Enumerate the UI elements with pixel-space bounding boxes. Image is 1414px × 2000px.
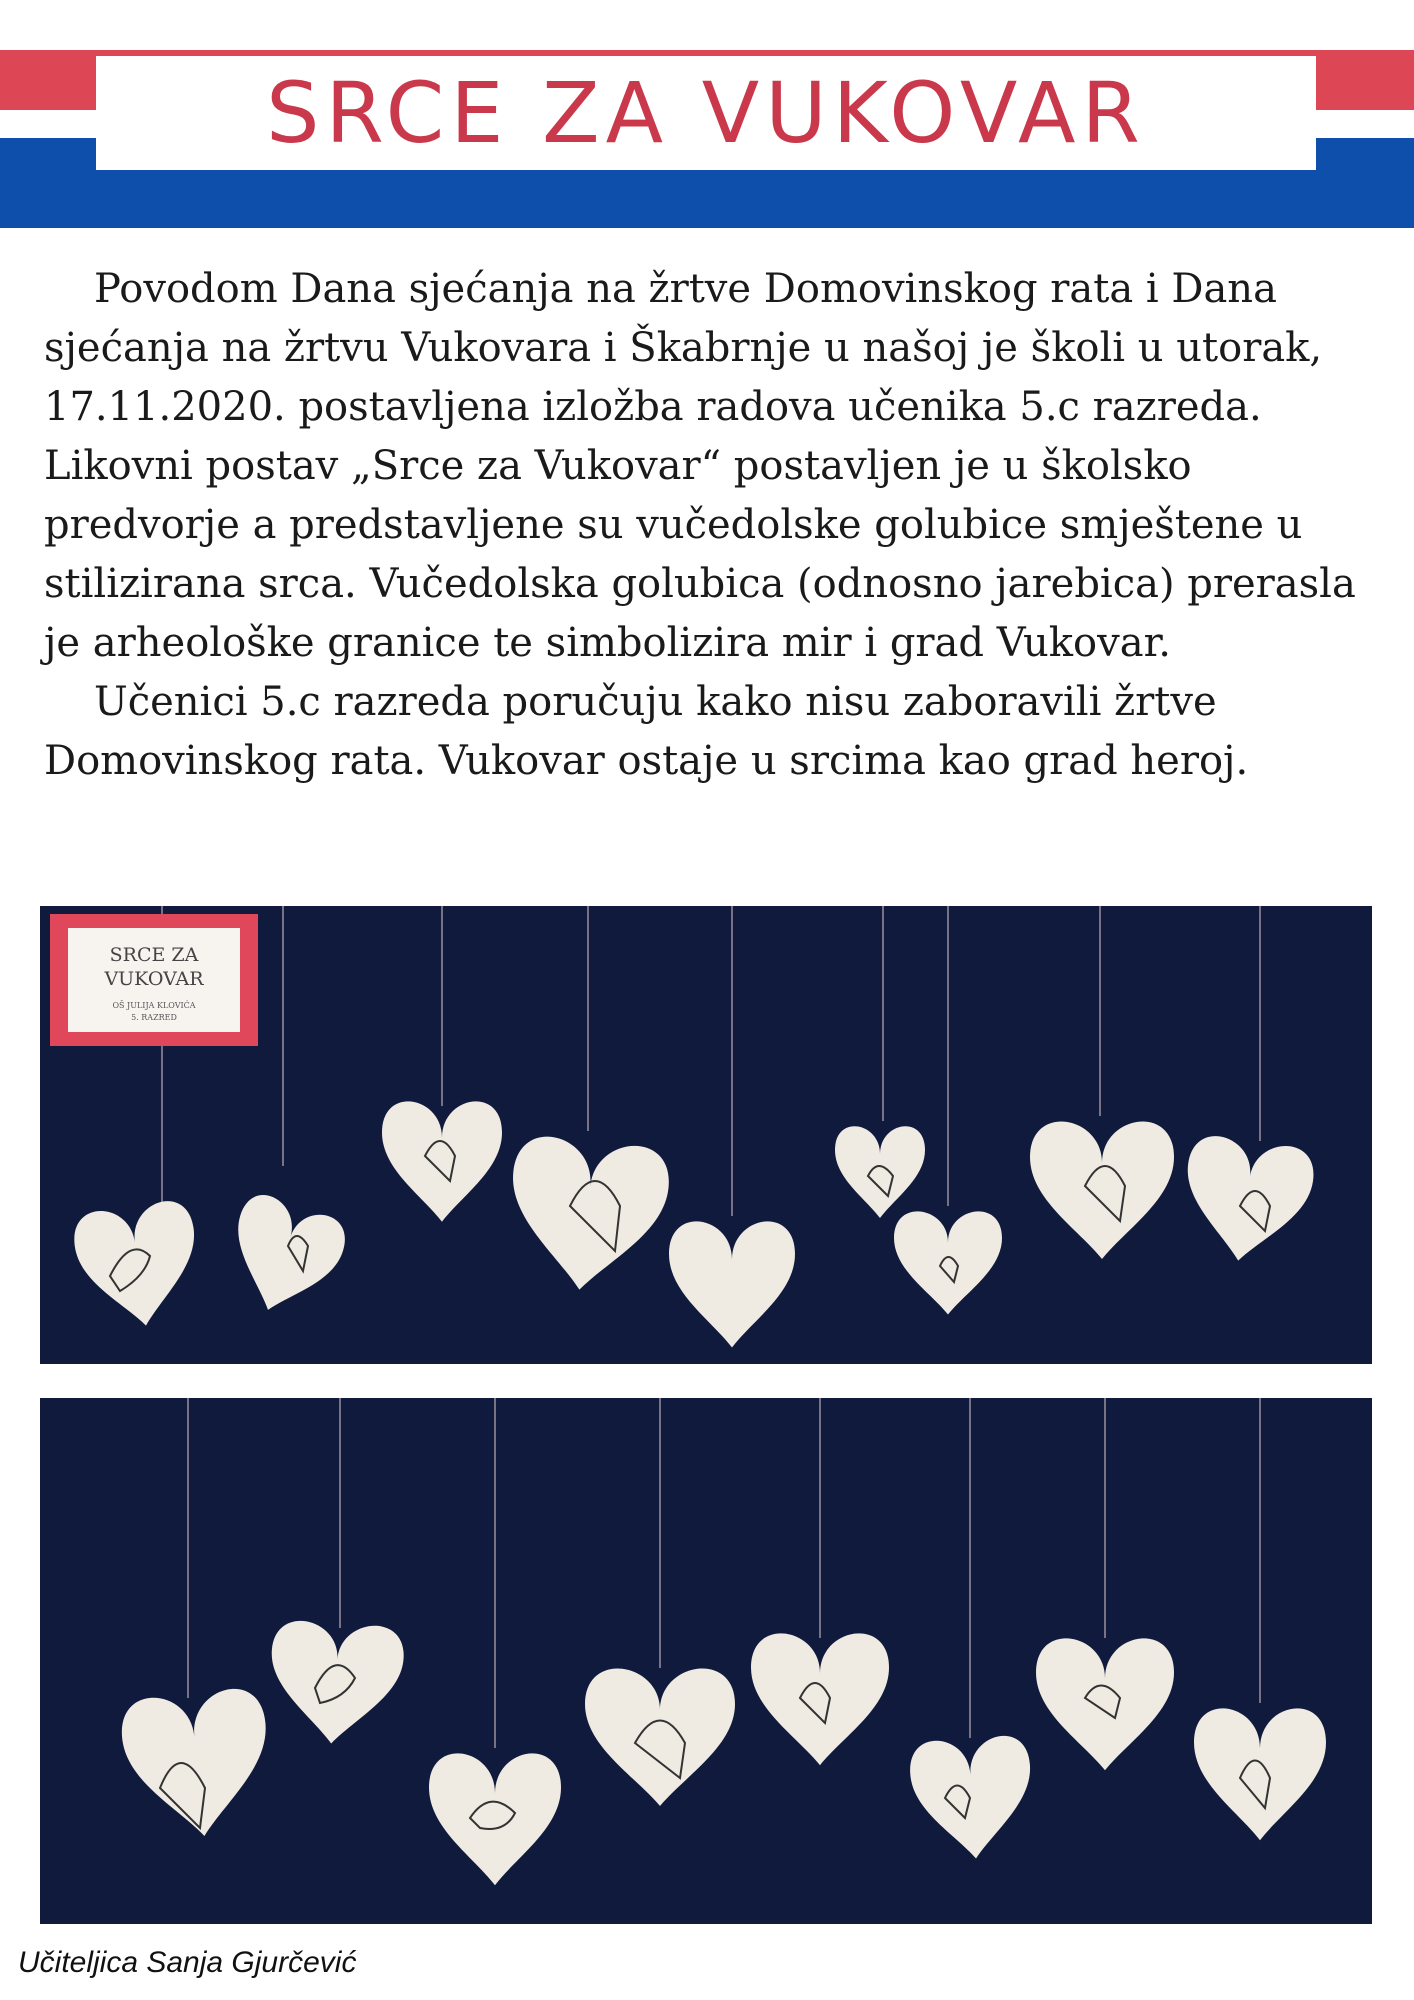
exhibition-photo-2 [40,1398,1372,1924]
sign-title-line2: VUKOVAR [104,968,204,990]
sign-subtitle-line1: OŠ JULIJA KLOVIĆA [112,1001,196,1010]
exhibition-photo-1-image [40,906,1372,1364]
sign-title-line1: SRCE ZA [109,944,199,966]
article-body [44,260,1374,791]
exhibition-sign [50,914,258,1046]
article-paragraph-2: Učenici 5.c razreda poručuju kako nisu zaboravili žrtve Domovinskog rata. Vukovar ostaje u srcima kao grad heroj. [44,679,1249,784]
exhibition-photo-2-image [40,1398,1372,1924]
article-paragraph-1: Povodom Dana sjećanja na žrtve Domovinskog rata i Dana sjećanja na žrtvu Vukovara i Škabrnje u našoj je školi u utorak, 17.11.2020. postavljena izložba radova učenika 5.c razreda. Likovni postav „Srce za Vukovar“ postavljen je u školsko predvorje a predstavljene su vučedolske golubice smještene u stilizirana srca. Vučedolska golubica (odnosno jarebica) prerasla je arheološke granice te simbolizira mir i grad Vukovar. [44,266,1356,666]
teacher-caption: Učiteljica Sanja Gjurčević [18,1946,357,1979]
title-box [96,56,1316,170]
page-title: SRCE ZA VUKOVAR [266,64,1146,162]
sign-subtitle-line2: 5. RAZRED [131,1013,177,1022]
exhibition-photo-1 [40,906,1372,1364]
